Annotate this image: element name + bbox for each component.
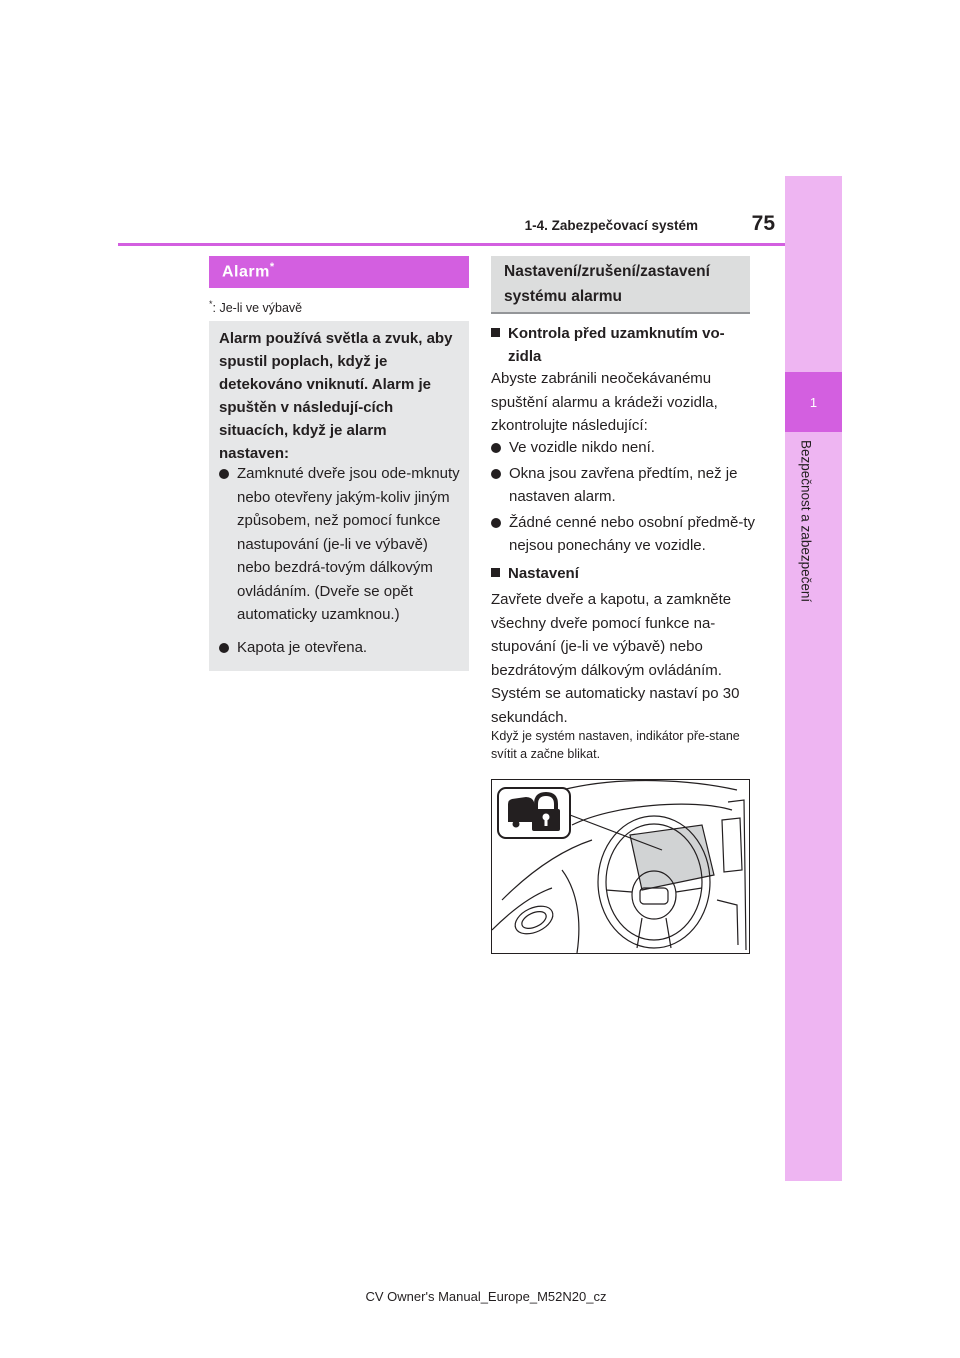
footnote-mark: * xyxy=(209,299,213,309)
list-item xyxy=(219,636,463,660)
check-heading xyxy=(491,322,751,368)
set-heading xyxy=(491,562,751,585)
alarm-trigger-list xyxy=(219,462,463,668)
alarm-heading-mark: * xyxy=(269,261,275,273)
chapter-title-tab[interactable] xyxy=(785,440,842,740)
bullet-icon xyxy=(219,469,229,479)
footnote-text: : Je-li ve výbavě xyxy=(212,301,303,316)
header-rule xyxy=(118,243,785,246)
bullet-icon xyxy=(219,643,229,653)
check-heading-line1: Kontrola před uzamknutím vo- xyxy=(508,325,725,342)
check-list xyxy=(491,436,755,560)
dashboard-illustration xyxy=(491,779,750,954)
set-note: Když je systém nastaven, indikátor pře-stane svítit a začne blikat. xyxy=(491,729,740,761)
alarm-heading xyxy=(209,256,469,288)
setting-heading xyxy=(491,256,750,314)
check-heading-line2: zidla xyxy=(508,348,542,365)
list-item-text: Okna jsou zavřena předtím, než je nastaven alarm. xyxy=(509,464,738,505)
list-item xyxy=(219,462,463,627)
list-item-text: Zamknuté dveře jsou ode-mknuty nebo otevřeny jakým-koliv jiným způsobem, než pomocí funkce nastupování (je-li ve výbavě) nebo bezdrá-tovým dálkovým ovládáním. (Dveře se opět automaticky uzamknou.) xyxy=(237,465,460,623)
list-item xyxy=(491,462,755,509)
chapter-number-tab[interactable]: 1 xyxy=(785,372,842,432)
bullet-icon xyxy=(491,443,501,453)
alarm-heading-text: Alarm xyxy=(222,263,270,281)
list-item-text: Ve vozidle nikdo není. xyxy=(509,439,655,456)
security-indicator-icon xyxy=(498,788,570,838)
square-bullet-icon xyxy=(491,328,500,337)
set-heading-text: Nastavení xyxy=(508,565,579,582)
list-item xyxy=(491,436,755,460)
bullet-icon xyxy=(491,518,501,528)
chapter-title: Bezpečnost a zabezpečení xyxy=(798,440,813,603)
list-item-text: Kapota je otevřena. xyxy=(237,638,368,656)
footer-text: CV Owner's Manual_Europe_M52N20_cz xyxy=(365,1289,607,1304)
alarm-info-box xyxy=(209,321,469,671)
section-title: 1-4. Zabezpečovací systém xyxy=(524,218,698,233)
list-item xyxy=(491,511,755,558)
list-item-text: Žádné cenné nebo osobní předmě-ty nejsou ponechány ve vozidle. xyxy=(509,513,755,554)
dashboard-drawing xyxy=(492,780,749,953)
setting-heading-text: Nastavení/zrušení/zastavení systému alarmu xyxy=(504,263,710,305)
footnote xyxy=(209,299,302,315)
set-body: Zavřete dveře a kapotu, a zamkněte všechny dveře pomocí funkce na-stupování (je-li ve výbavě) nebo bezdrátovým dálkovým ovládáním. Systém se automaticky nastaví po 30 sekundách. xyxy=(491,591,740,726)
page-number: 75 xyxy=(751,212,775,235)
square-bullet-icon xyxy=(491,568,500,577)
alarm-intro: Alarm používá světla a zvuk, aby spustil poplach, když je detekováno vniknutí. Alarm je spuštěn v následují-cích situacích, když je alarm nastaven: xyxy=(219,330,453,462)
bullet-icon xyxy=(491,469,501,479)
check-body: Abyste zabránili neočekávanému spuštění alarmu a krádeži vozidla, zkontrolujte následující: xyxy=(491,370,718,434)
